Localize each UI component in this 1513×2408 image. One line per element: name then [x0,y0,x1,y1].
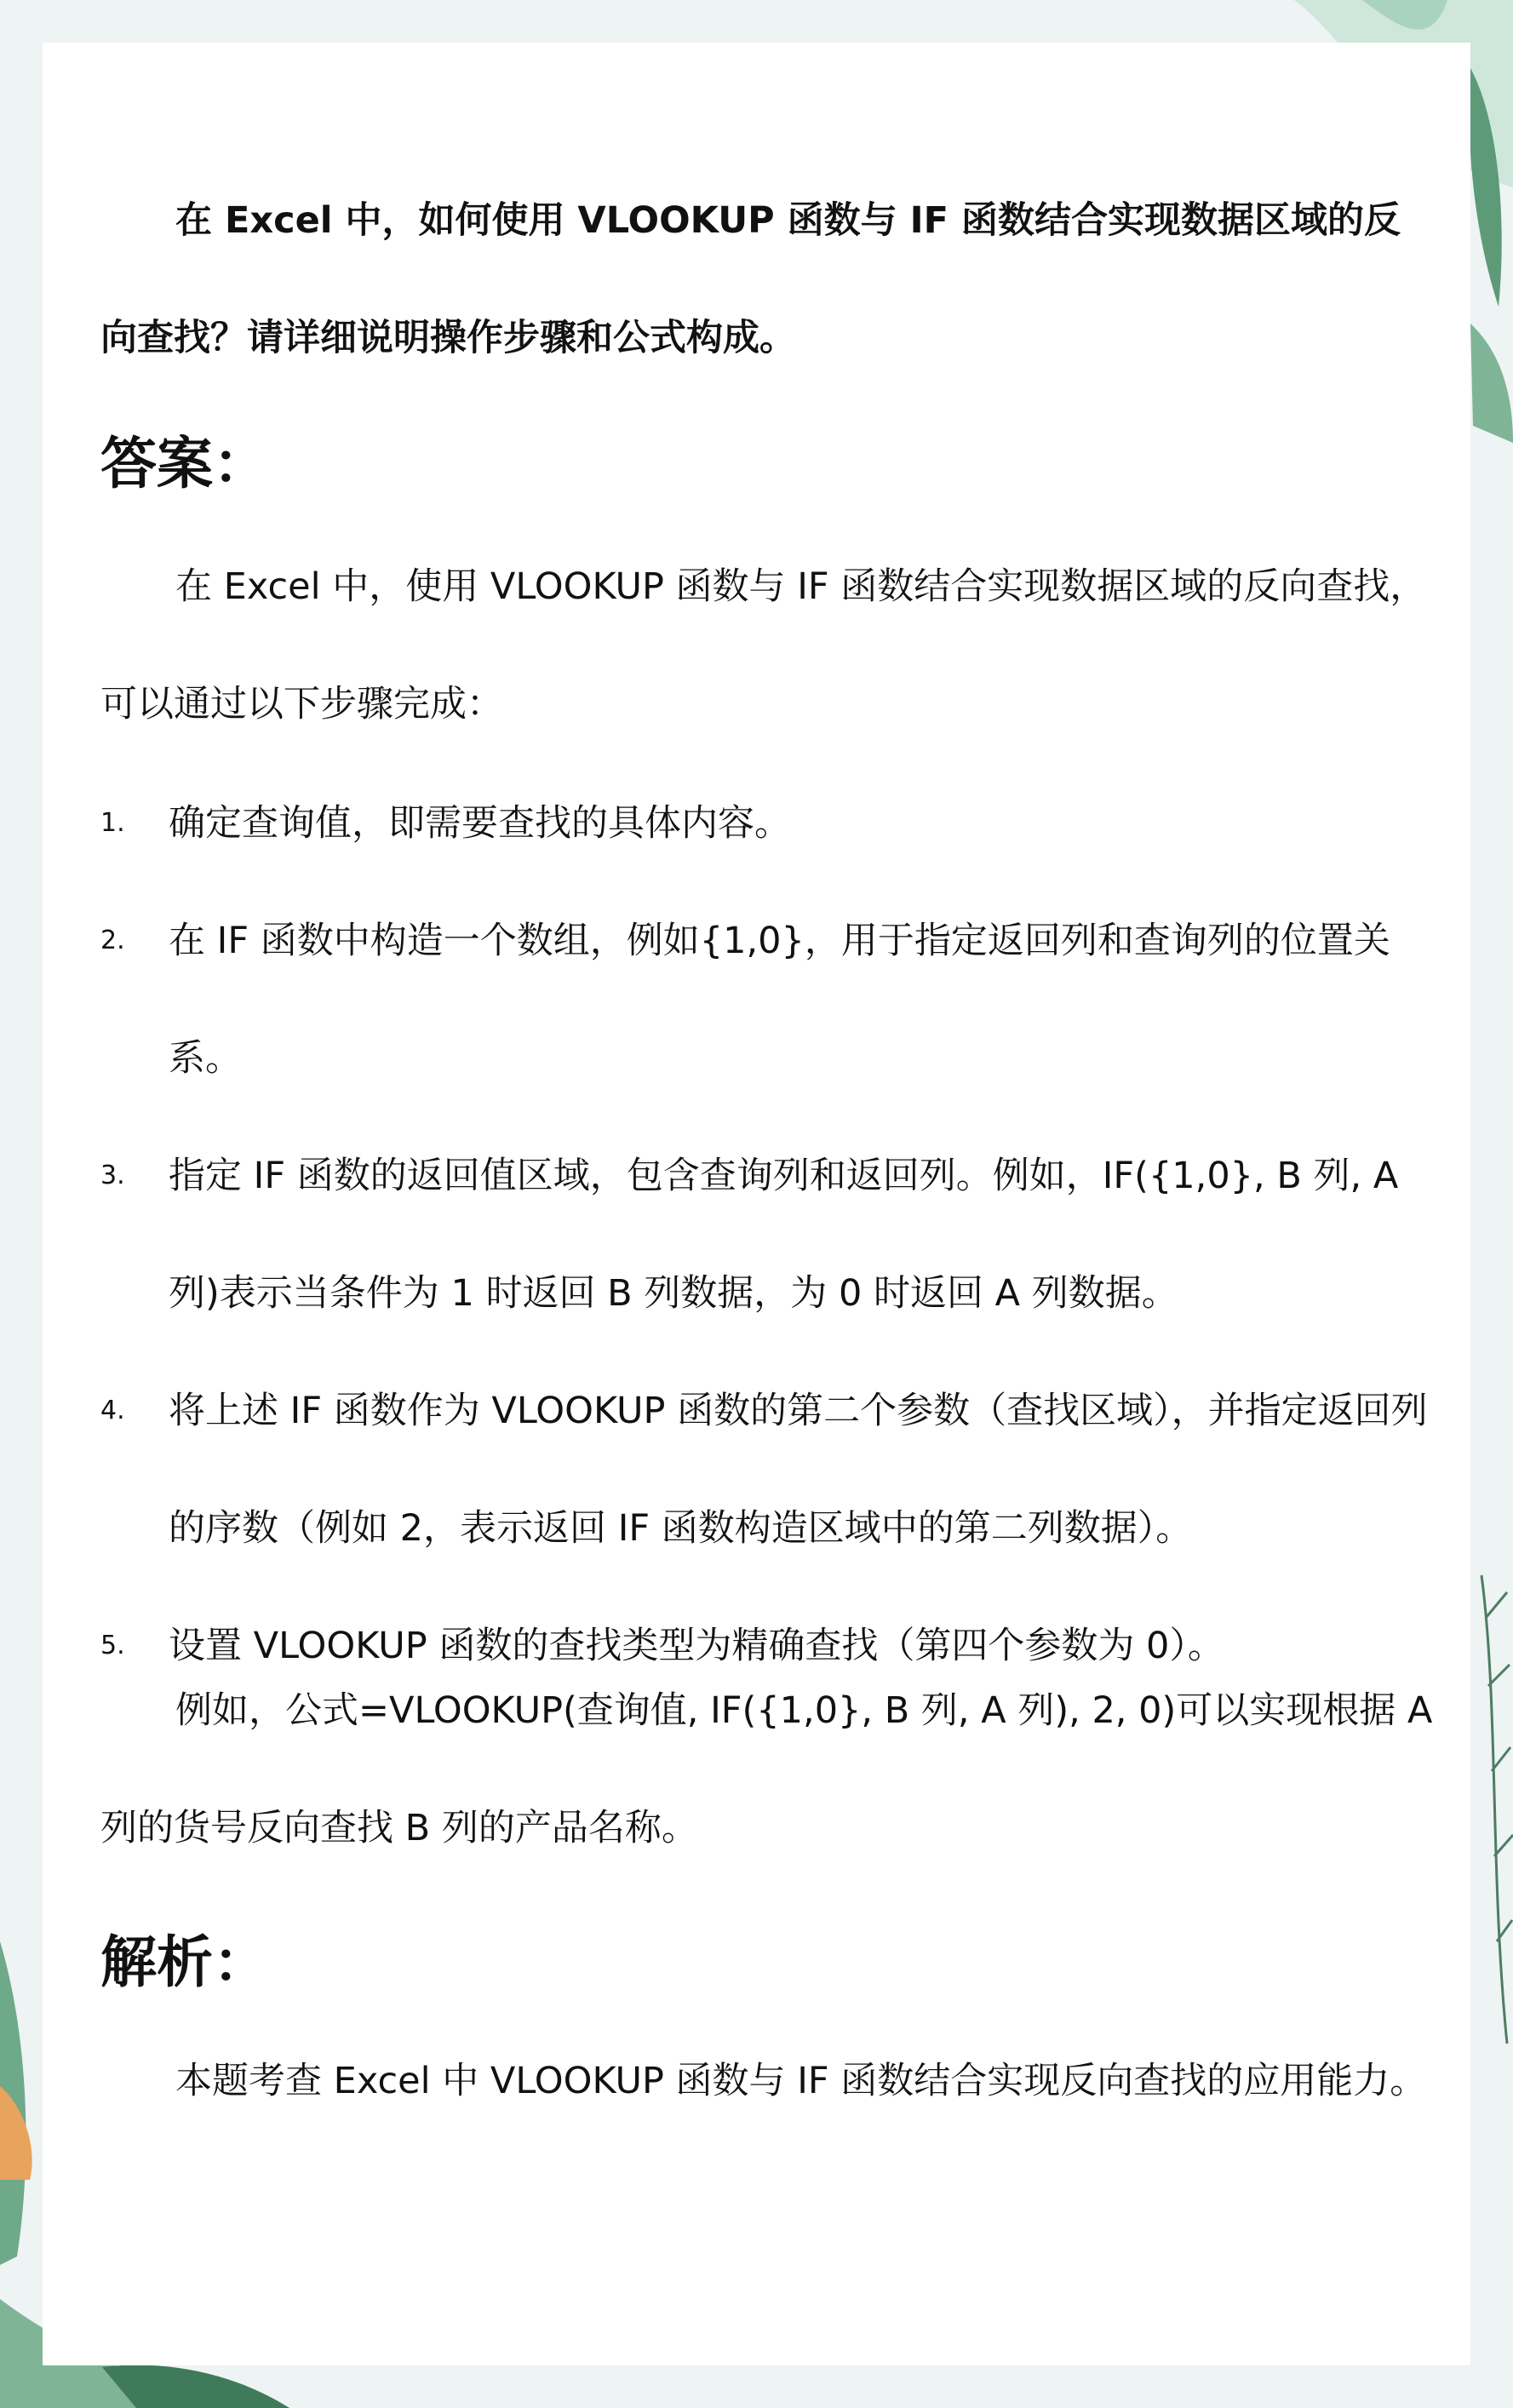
step-text: 指定 IF 函数的返回值区域，包含查询列和返回列。例如，IF({1,0}, B 列, A 列)表示当条件为 1 时返回 B 列数据，为 0 时返回 A 列数据。 [169,1155,1399,1315]
answer-step [100,1117,1446,1352]
step-number: 1. [100,808,125,838]
step-text: 确定查询值，即需要查找的具体内容。 [169,802,791,845]
answer-steps-list [100,765,1446,1705]
analysis-text: 本题考查 Excel 中 VLOOKUP 函数与 IF 函数结合实现反向查找的应用能力。 [175,2060,1427,2102]
step-number: 4. [100,1396,125,1425]
answer-example: 例如，公式=VLOOKUP(查询值, IF({1,0}, B 列, A 列), 2, 0)可以实现根据 A 列的货号反向查找 B 列的产品名称。 [100,1689,1433,1849]
step-text: 设置 VLOOKUP 函数的查找类型为精确查找（第四个参数为 0）。 [169,1625,1224,1667]
document-page [43,43,1470,2365]
answer-intro: 在 Excel 中，使用 VLOOKUP 函数与 IF 函数结合实现数据区域的反向查找，可以通过以下步骤完成： [100,565,1427,725]
analysis-heading: 解析： [100,1929,269,1995]
question-text: 在 Excel 中，如何使用 VLOOKUP 函数与 IF 函数结合实现数据区域的反向查找？请详细说明操作步骤和公式构成。 [100,199,1401,359]
step-number: 3. [100,1161,125,1190]
answer-step [100,1352,1446,1587]
answer-step [100,765,1446,882]
step-number: 5. [100,1631,125,1660]
step-text: 在 IF 函数中构造一个数组，例如{1,0}，用于指定返回列和查询列的位置关系。 [169,920,1390,1080]
step-number: 2. [100,926,125,955]
step-text: 将上述 IF 函数作为 VLOOKUP 函数的第二个参数（查找区域），并指定返回列的序数（例如 2，表示返回 IF 函数构造区域中的第二列数据）。 [169,1390,1428,1550]
answer-step [100,882,1446,1117]
answer-heading: 答案： [100,431,269,496]
